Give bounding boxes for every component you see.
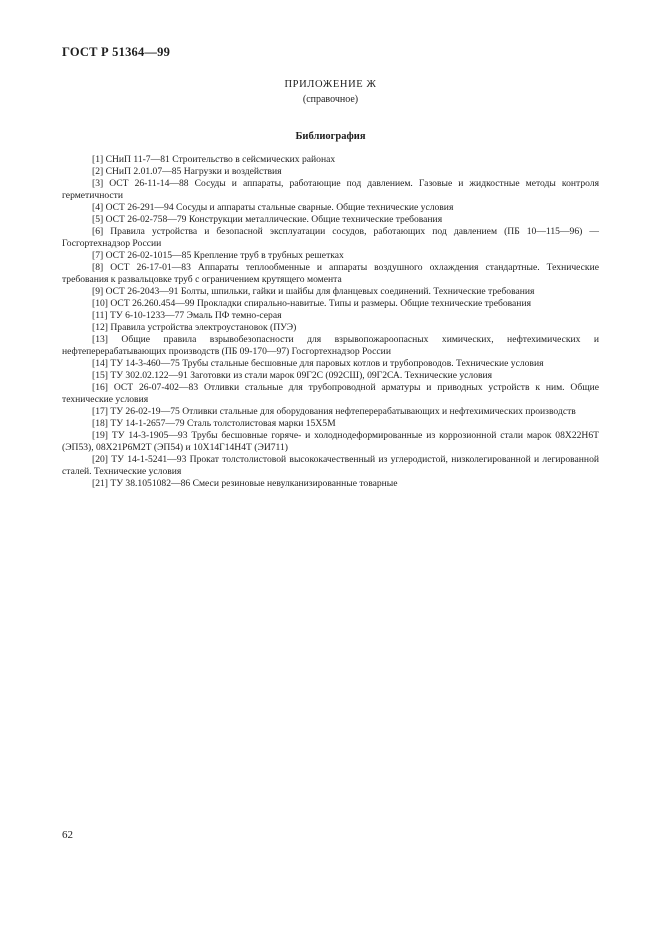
bibliography-item: [9] ОСТ 26-2043—91 Болты, шпильки, гайки и шайбы для фланцевых соединений. Технические требования (92, 286, 535, 297)
bibliography-heading: Библиография (295, 131, 366, 142)
bibliography-item: [4] ОСТ 26-291—94 Сосуды и аппараты стальные сварные. Общие технические условия (92, 202, 454, 213)
bibliography-item: [11] ТУ 6-10-1233—77 Эмаль ПФ темно-серая (92, 310, 282, 321)
bibliography-item: [1] СНиП 11-7—81 Строительство в сейсмических районах (92, 154, 336, 165)
bibliography-item: [14] ТУ 14-3-460—75 Трубы стальные бесшовные для паровых котлов и трубопроводов. Технические условия (92, 358, 544, 369)
bibliography-item: [16] ОСТ 26-07-402—83 Отливки стальные для трубопроводной арматуры и приводных устройств к ним. Общие технические условия (62, 382, 599, 405)
bibliography-item: [5] ОСТ 26-02-758—79 Конструкции металлические. Общие технические требования (92, 214, 443, 225)
bibliography-item: [17] ТУ 26-02-19—75 Отливки стальные для оборудования нефтеперерабатывающих и нефтехимических производств (92, 406, 576, 417)
bibliography-item: [21] ТУ 38.1051082—86 Смеси резиновые невулканизированные товарные (92, 478, 398, 489)
appendix-subtitle: (справочное) (302, 94, 359, 105)
bibliography-item: [19] ТУ 14-3-1905—93 Трубы бесшовные горяче- и холоднодеформированные из коррозионной стали марок 08Х22Н6Т (ЭП53), 08Х21Р6М2Т (ЭП54) и 10Х14Г14Н4Т (ЭИ711) (62, 430, 599, 453)
bibliography-item: [15] ТУ 302.02.122—91 Заготовки из стали марок 09Г2С (092СШ), 09Г2СА. Технические условия (92, 370, 493, 381)
bibliography-item: [7] ОСТ 26-02-1015—85 Крепление труб в трубных решетках (92, 250, 344, 261)
bibliography-item: [13] Общие правила взрывобезопасности для взрывопожароопасных химических, нефтехимических и нефтеперерабатывающих производств (ПБ 09-170—97) Госгортехнадзор России (62, 334, 599, 357)
bibliography-item: [10] ОСТ 26.260.454—99 Прокладки спирально-навитые. Типы и размеры. Общие технические требования (92, 298, 531, 309)
appendix-title: ПРИЛОЖЕНИЕ Ж (284, 79, 377, 90)
bibliography-item: [2] СНиП 2.01.07—85 Нагрузки и воздействия (92, 166, 282, 177)
standard-code-header: ГОСТ Р 51364—99 (62, 45, 171, 59)
bibliography-item: [20] ТУ 14-1-5241—93 Прокат толстолистовой высококачественный из углеродистой, низколегированной и легированной сталей. Технические условия (62, 454, 599, 477)
bibliography-item: [18] ТУ 14-1-2657—79 Сталь толстолистовая марки 15Х5М (92, 418, 336, 429)
page-number: 62 (62, 829, 73, 841)
bibliography-item: [6] Правила устройства и безопасной эксплуатации сосудов, работающих под давлением (ПБ 10—115—96) — Госгортехнадзор России (62, 226, 599, 249)
bibliography-item: [3] ОСТ 26-11-14—88 Сосуды и аппараты, работающие под давлением. Газовые и жидкостные методы контроля герметичности (62, 178, 599, 201)
bibliography-item: [8] ОСТ 26-17-01—83 Аппараты теплообменные и аппараты воздушного охлаждения стандартные. Технические требования к развальцовке труб с ограничением крутящего момента (62, 262, 599, 285)
bibliography-list (62, 154, 599, 490)
bibliography-item: [12] Правила устройства электроустановок (ПУЭ) (92, 322, 297, 333)
